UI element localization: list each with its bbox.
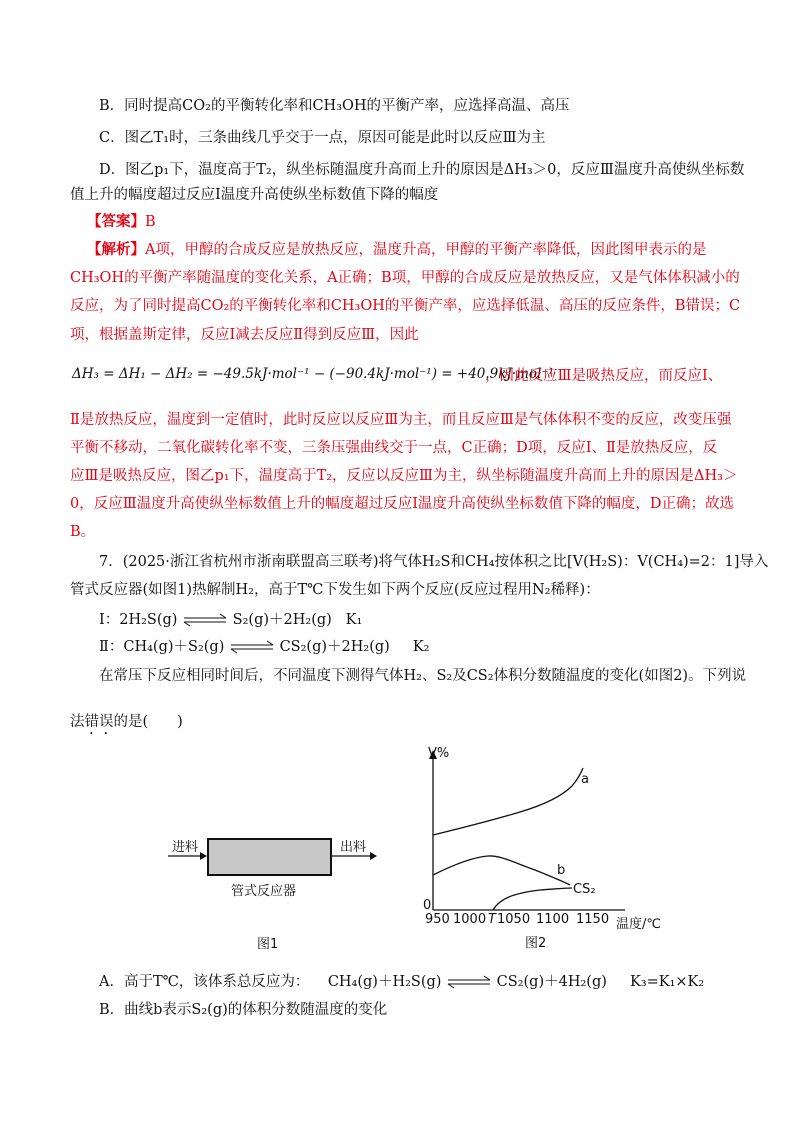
curve-cs2-label: CS₂ bbox=[573, 882, 596, 897]
tick-T-label: T bbox=[488, 912, 496, 927]
option-a-right: CS₂(g)＋4H₂(g) bbox=[496, 974, 607, 990]
tick-1150: 1150 bbox=[576, 912, 610, 927]
analysis-line4: 项，根据盖斯定律，反应Ⅰ减去反应Ⅱ得到反应Ⅲ，因此 bbox=[70, 327, 419, 343]
q7-line4-post: 的是( ) bbox=[113, 714, 183, 730]
product-out-label: 出料 bbox=[340, 840, 367, 855]
tick-1000: 1000 bbox=[453, 912, 487, 927]
analysis-line5: ，因此反应Ⅲ是吸热反应，而反应Ⅰ、 bbox=[485, 368, 723, 384]
analysis-line3: 反应，为了同时提高CO₂的平衡转化率和CH₃OH的平衡产率，应选择低温、高压的反应条件，B错误；C bbox=[70, 298, 741, 314]
y-axis-label: V% bbox=[428, 746, 450, 761]
figure-2-chart bbox=[400, 740, 680, 940]
reaction-2-label: Ⅱ： bbox=[99, 639, 124, 655]
reaction-2-k: K₂ bbox=[412, 639, 430, 655]
option-a-pre: A．高于T℃，该体系总反应为： bbox=[99, 974, 310, 990]
tick-1100: 1100 bbox=[536, 912, 570, 927]
figure-2-caption: 图2 bbox=[525, 936, 547, 951]
option-c-text: C．图乙T₁时，三条曲线几乎交于一点，原因可能是此时以反应Ⅲ为主 bbox=[99, 130, 546, 146]
curve-b-label: b bbox=[557, 863, 566, 878]
curve-a bbox=[433, 768, 583, 835]
reaction-2-right: CS₂(g)＋2H₂(g) bbox=[279, 639, 390, 655]
analysis-line8: 应Ⅲ是吸热反应，图乙p₁下，温度高于T₂，反应以反应Ⅲ为主，纵坐标随温度升高而上升的原因是ΔH₃＞ bbox=[70, 468, 738, 484]
analysis-text-1: A项，甲醇的合成反应是放热反应，温度升高，甲醇的平衡产率降低，因此图甲表示的是 bbox=[145, 242, 707, 258]
curve-cs2 bbox=[493, 888, 572, 910]
option-a-left: CH₄(g)＋H₂S(g) bbox=[327, 974, 442, 990]
origin-label: 0 bbox=[423, 898, 432, 913]
q7-line1: 7．(2025·浙江省杭州市浙南联盟高三联考)将气体H₂S和CH₄按体积之比[V(H₂S)：V(CH₄)=2：1]导入 bbox=[99, 554, 769, 570]
analysis-line10: B。 bbox=[70, 524, 96, 540]
reaction-1-k: K₁ bbox=[345, 612, 363, 628]
analysis-formula: ΔH₃ = ΔH₁ − ΔH₂ = −49.5kJ·mol⁻¹ − (−90.4kJ·mol⁻¹) = +40.9kJ·mol⁻¹ bbox=[72, 366, 554, 382]
reaction-1 bbox=[99, 610, 362, 630]
answer-label: 【答案】 bbox=[87, 213, 145, 230]
option-a-k: K₃=K₁×K₂ bbox=[629, 974, 705, 990]
reaction-2-left: CH₄(g)＋S₂(g) bbox=[123, 639, 225, 655]
q7-line2: 管式反应器(如图1)热解制H₂，高于T℃下发生如下两个反应(反应过程用N₂稀释)： bbox=[70, 582, 600, 598]
q7-line3: 在常压下反应相同时间后，不同温度下测得气体H₂、S₂及CS₂体积分数随温度的变化(如图2)。下列说 bbox=[99, 668, 747, 684]
reaction-1-right: S₂(g)＋2H₂(g) bbox=[232, 612, 332, 628]
option-b-text: B．同时提高CO₂的平衡转化率和CH₃OH的平衡产率，应选择高温、高压 bbox=[99, 98, 570, 114]
answer-value: B bbox=[145, 214, 156, 230]
option-d-text-line2: 值上升的幅度超过反应Ⅰ温度升高使纵坐标数值下降的幅度 bbox=[70, 187, 439, 203]
answer-line bbox=[87, 212, 156, 232]
analysis-label: 【解析】 bbox=[87, 241, 145, 258]
reaction-2 bbox=[99, 637, 430, 657]
option-b-line: B．曲线b表示S₂(g)的体积分数随温度的变化 bbox=[99, 1002, 388, 1018]
equilibrium-arrow-icon bbox=[229, 641, 275, 653]
equilibrium-arrow-icon bbox=[182, 614, 228, 626]
q7-line4-emphasis: 错误 bbox=[84, 714, 114, 730]
analysis-line6: Ⅱ是放热反应，温度到一定值时，此时反应以反应Ⅲ为主，而且反应Ⅲ是气体体积不变的反应，改变压强 bbox=[70, 412, 732, 428]
q7-line4 bbox=[70, 712, 183, 738]
curve-b bbox=[433, 856, 570, 885]
curve-a-label: a bbox=[581, 772, 589, 787]
equilibrium-arrow-icon bbox=[446, 976, 492, 988]
reaction-1-label: Ⅰ： bbox=[99, 612, 120, 628]
q7-line4-pre: 法 bbox=[70, 714, 85, 730]
tick-1050: 1050 bbox=[497, 912, 531, 927]
tick-950: 950 bbox=[425, 912, 450, 927]
analysis-line7: 平衡不移动，二氧化碳转化率不变，三条压强曲线交于一点，C正确；D项，反应Ⅰ、Ⅱ是放热反应，反 bbox=[70, 440, 718, 456]
reactor-name: 管式反应器 bbox=[231, 884, 297, 899]
analysis-line2: CH₃OH的平衡产率随温度的变化关系，A正确；B项，甲醇的合成反应是放热反应，又是气体体积减小的 bbox=[70, 270, 740, 286]
option-d-text-line1: D．图乙p₁下，温度高于T₂，纵坐标随温度升高而上升的原因是ΔH₃＞0，反应Ⅲ温度升高使纵坐标数 bbox=[99, 162, 745, 178]
feed-arrow-icon bbox=[168, 850, 208, 862]
tube-reactor bbox=[207, 838, 332, 876]
analysis-line9: 0，反应Ⅲ温度升高使纵坐标数值上升的幅度超过反应Ⅰ温度升高使纵坐标数值下降的幅度，D正确；故选 bbox=[70, 496, 735, 512]
feed-in-label: 进料 bbox=[172, 840, 199, 855]
figure-1-caption: 图1 bbox=[257, 937, 279, 952]
option-a-line bbox=[99, 972, 704, 992]
analysis-line1 bbox=[87, 240, 706, 260]
x-axis-label: 温度/℃ bbox=[616, 917, 661, 932]
reaction-1-left: 2H₂S(g) bbox=[119, 612, 178, 628]
